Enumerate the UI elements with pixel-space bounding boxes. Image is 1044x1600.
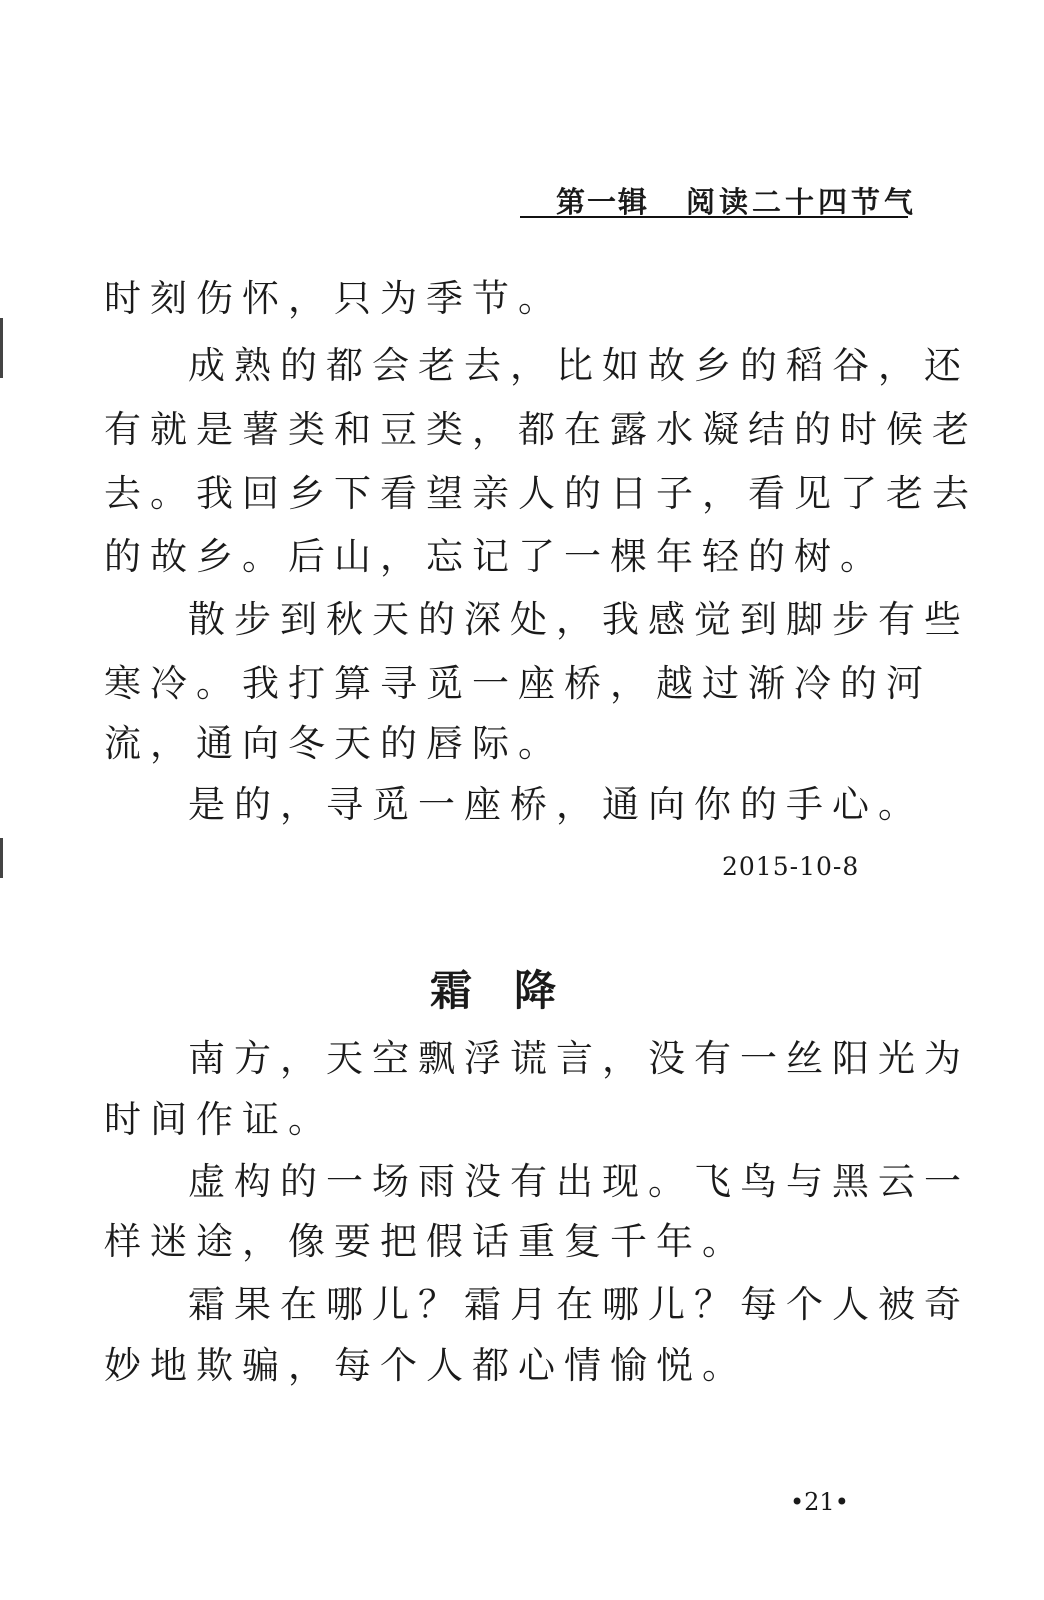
- scan-edge-mark: [0, 318, 3, 378]
- paragraph-first-line: 散步到秋天的深处，我感觉到脚步有些: [188, 598, 970, 641]
- running-head: [520, 176, 918, 219]
- running-head-chapter: 第一辑: [556, 185, 650, 219]
- body-line: 流，通向冬天的唇际。: [104, 722, 564, 765]
- section-title: 霜 降: [430, 966, 557, 1015]
- paragraph-first-line: 霜果在哪儿？霜月在哪儿？每个人被奇: [188, 1283, 970, 1326]
- body-line: 去。我回乡下看望亲人的日子，看见了老去: [104, 472, 978, 515]
- paragraph-first-line: 是的，寻觅一座桥，通向你的手心。: [188, 783, 924, 826]
- paragraph-first-line: 南方，天空飘浮谎言，没有一丝阳光为: [188, 1037, 970, 1080]
- body-line: 寒冷。我打算寻觅一座桥，越过渐冷的河: [104, 662, 932, 705]
- page-number: •21•: [790, 1488, 849, 1516]
- entry-date: 2015-10-8: [722, 852, 860, 881]
- running-head-title: 阅读二十四节气: [686, 185, 918, 219]
- body-line: 样迷途，像要把假话重复千年。: [104, 1220, 748, 1263]
- body-line: 妙地欺骗，每个人都心情愉悦。: [104, 1344, 748, 1387]
- body-line: 的故乡。后山，忘记了一棵年轻的树。: [104, 535, 886, 578]
- body-line: 时刻伤怀，只为季节。: [104, 277, 564, 320]
- body-line: 时间作证。: [104, 1098, 334, 1141]
- paragraph-first-line: 虚构的一场雨没有出现。飞鸟与黑云一: [188, 1160, 970, 1203]
- body-line: 有就是薯类和豆类，都在露水凝结的时候老: [104, 408, 978, 451]
- paragraph-first-line: 成熟的都会老去，比如故乡的稻谷，还: [188, 344, 970, 387]
- scan-edge-mark: [0, 838, 3, 878]
